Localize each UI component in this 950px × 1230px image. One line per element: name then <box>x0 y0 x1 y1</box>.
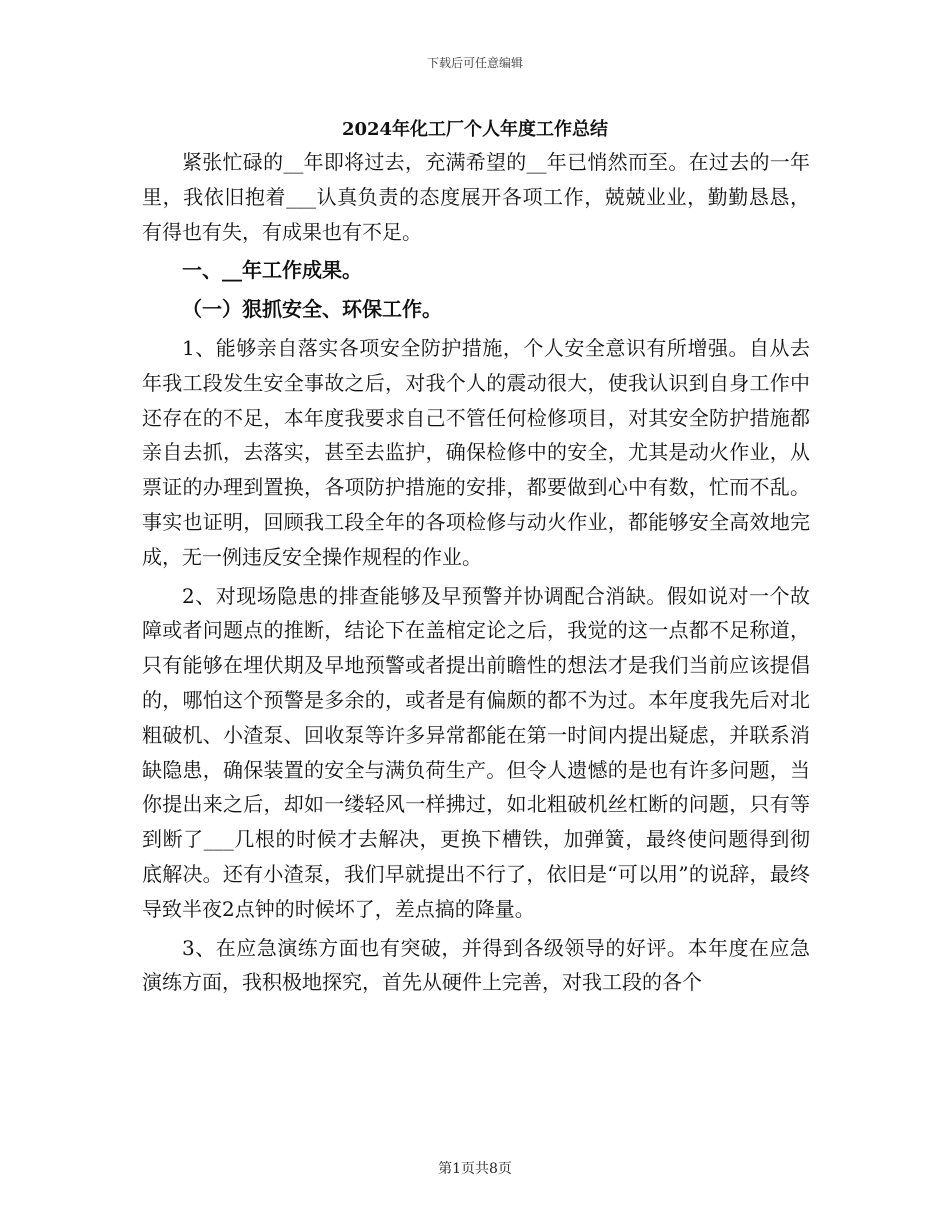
paragraph-item-3: 3、在应急演练方面也有突破，并得到各级领导的好评。本年度在应急演练方面，我积极地探究，首先从硬件上完善，对我工段的各个 <box>142 935 810 995</box>
document-body <box>142 145 810 1000</box>
section-heading: 一、__年工作成果。 <box>182 258 362 283</box>
subsection-heading: （一）狠抓安全、环保工作。 <box>182 297 442 322</box>
paragraph-intro: 紧张忙碌的__年即将过去，充满希望的__年已悄然而至。在过去的一年里，我依旧抱着___认真负责的态度展开各项工作，兢兢业业，勤勤恳恳，有得也有失，有成果也有不足。 <box>142 150 810 244</box>
paragraph-item-1: 1、能够亲自落实各项安全防护措施，个人安全意识有所增强。自从去年我工段发生安全事故之后，对我个人的震动很大，使我认识到自身工作中还存在的不足，本年度我要求自己不管任何检修项目，对其安全防护措施都亲自去抓，去落实，甚至去监护，确保检修中的安全，尤其是动火作业，从票证的办理到置换，各项防护措施的安排，都要做到心中有数，忙而不乱。事实也证明，回顾我工段全年的各项检修与动火作业，都能够安全高效地完成，无一例违反安全操作规程的作业。 <box>142 335 810 569</box>
page-footer-number: 第1页共8页 <box>438 1161 512 1177</box>
paragraph-item-2: 2、对现场隐患的排查能够及早预警并协调配合消缺。假如说对一个故障或者问题点的推断，结论下在盖棺定论之后，我觉的这一点都不足称道，只有能够在埋伏期及早地预警或者提出前瞻性的想法才是我们当前应该提倡的，哪怕这个预警是多余的，或者是有偏颇的都不为过。本年度我先后对北粗破机、小渣泵、回收泵等许多异常都能在第一时间内提出疑虑，并联系消缺隐患，确保装置的安全与满负荷生产。但令人遗憾的是也有许多问题，当你提出来之后，却如一缕轻风一样拂过，如北粗破机丝杠断的问题，只有等到断了___几根的时候才去解决，更换下槽铁，加弹簧，最终使问题得到彻底解决。还有小渣泵，我们早就提出不行了，依旧是“可以用”的说辞，最终导致半夜2点钟的时候坏了，差点搞的降量。 <box>142 583 810 921</box>
document-title: 2024年化工厂个人年度工作总结 <box>341 119 609 140</box>
page-header-note: 下载后可任意编辑 <box>426 56 523 70</box>
